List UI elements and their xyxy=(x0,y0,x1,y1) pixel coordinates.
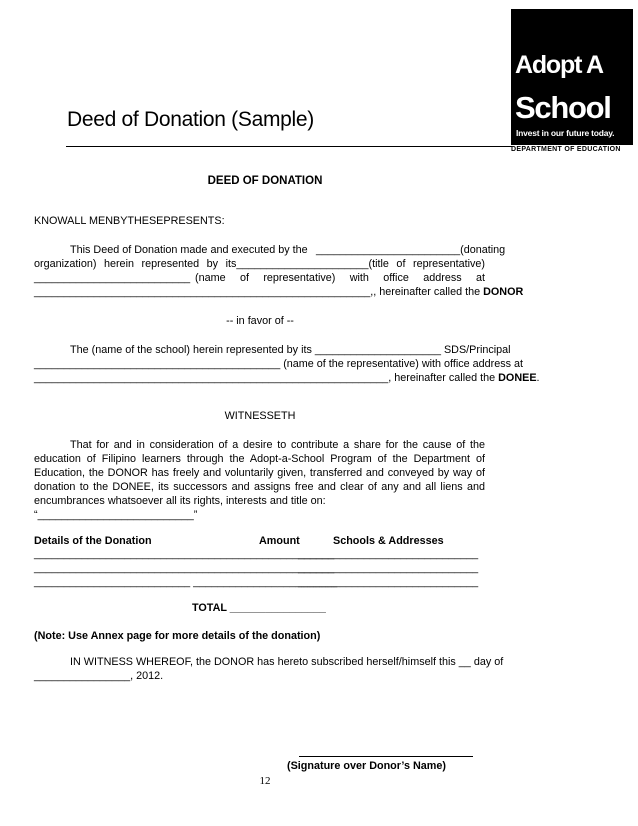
in-favor-line: -- in favor of -- xyxy=(226,315,294,327)
total-line: TOTAL ________________ xyxy=(192,602,326,614)
amount-column-header: Amount xyxy=(259,535,300,547)
annex-note: (Note: Use Annex page for more details of the donation) xyxy=(34,630,321,642)
details-column-header: Details of the Donation xyxy=(34,535,152,547)
quote-blank: __________________________ xyxy=(37,509,194,521)
p2-line3-text: ___________________________________________________________, hereinafter called the xyxy=(34,372,496,384)
schools-column-header: Schools & Addresses xyxy=(333,535,444,547)
quote-line xyxy=(34,508,197,522)
table-row-right: ______________________________ xyxy=(298,576,479,588)
p4-line1: IN WITNESS WHEREOF, the DONOR has hereto subscribed herself/himself this __ day of xyxy=(70,656,504,668)
p1-line1-b: ________________________(donating xyxy=(316,244,506,256)
logo-tagline: Invest in our future today. xyxy=(516,128,615,138)
header-divider xyxy=(66,146,512,147)
doc-heading: DEED OF DONATION xyxy=(207,175,323,187)
witnesseth-heading: WITNESSETH xyxy=(224,410,296,422)
table-row-left: __________________________________________________ xyxy=(34,562,335,574)
quote-close: ” xyxy=(193,509,198,521)
table-row-right: ______________________________ xyxy=(298,562,479,574)
intro-line: KNOWALL MENBYTHESEPRESENTS: xyxy=(34,215,225,227)
p1-line4-text: ________________________________________________________,, hereinafter called the xyxy=(34,286,481,298)
p1-line2: organization) herein represented by its______________________(title of representative) xyxy=(34,258,485,270)
p1-line1-a: This Deed of Donation made and executed by the xyxy=(70,244,308,256)
p1-line3-b: (name of representative) with office address at xyxy=(195,272,485,284)
table-row-right: ______________________________ xyxy=(298,548,479,560)
p4-line2: ________________, 2012. xyxy=(34,670,164,682)
page-number: 12 xyxy=(259,775,271,787)
p3-paragraph: That for and in consideration of a desire to contribute a share for the cause of the education of Filipino learners through the Adopt-a-School Program of the Department of Education, the DONOR has freely and voluntarily given, transferred and conveyed by way of donation to the DONEE, its successors and assigns free and clear of any and all liens and encumbrances whatsoever all its rights, interests and title on: xyxy=(34,439,485,507)
table-row-left: __________________________________________________ xyxy=(34,548,335,560)
signature-label: (Signature over Donor’s Name) xyxy=(287,760,446,772)
p2-line3 xyxy=(34,371,540,385)
page-title: Deed of Donation (Sample) xyxy=(67,108,314,131)
logo-line1: Adopt A xyxy=(515,51,603,79)
logo-line2: School xyxy=(515,90,611,125)
department-label: DEPARTMENT OF EDUCATION xyxy=(511,146,621,153)
quote-open: “ xyxy=(34,509,38,521)
p2-line2: _________________________________________ (name of the representative) with office address at xyxy=(34,358,524,370)
signature-line xyxy=(299,756,473,757)
p2-line3-period: . xyxy=(536,372,540,384)
p1-line3-a: __________________________ xyxy=(34,272,191,284)
donee-label: DONEE xyxy=(498,372,537,384)
p2-line1: The (name of the school) herein represented by its _____________________ SDS/Principal xyxy=(70,344,511,356)
donor-label: DONOR xyxy=(483,286,524,298)
p1-line4 xyxy=(34,285,523,299)
table-row-left: __________________________ ________________________ xyxy=(34,576,338,588)
adopt-a-school-logo xyxy=(511,9,633,145)
